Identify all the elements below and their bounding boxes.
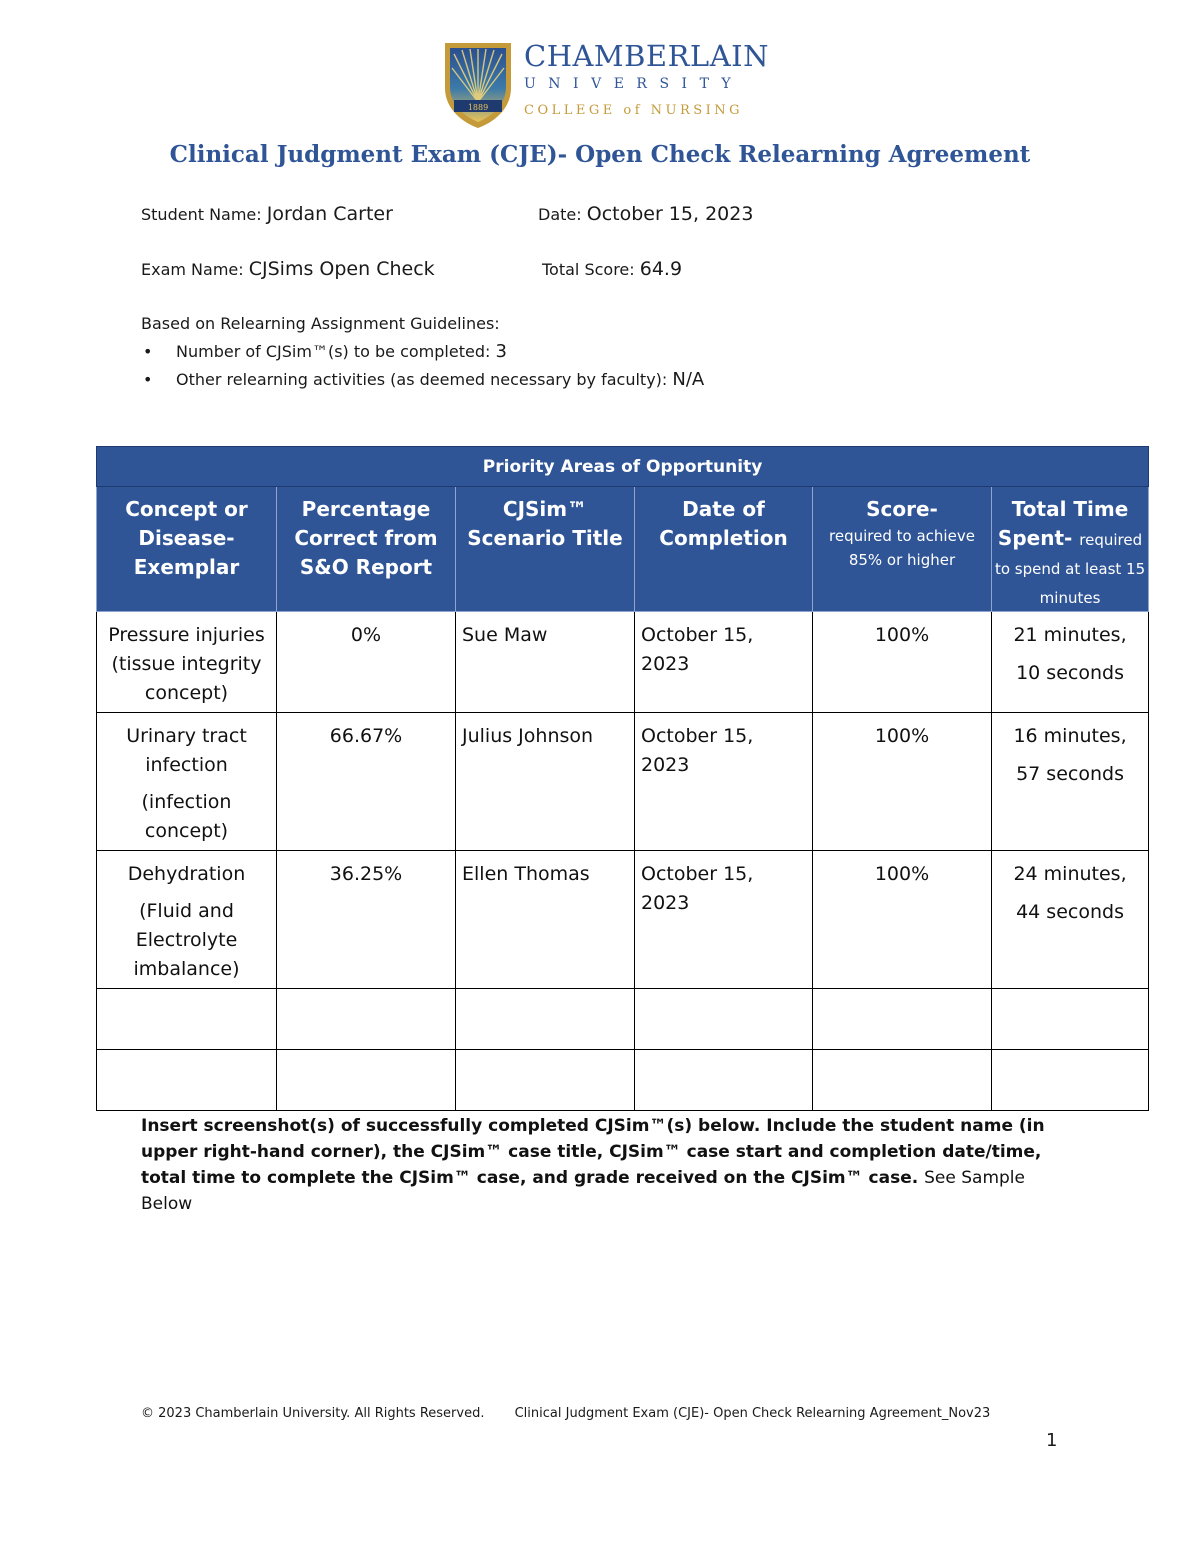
logo-wordmark — [524, 39, 769, 122]
column-header: Percentage Correct from S&O Report — [277, 487, 456, 612]
footer-copyright: © 2023 Chamberlain University. All Rights Reserved. — [141, 1406, 485, 1421]
percent-cell: 66.67% — [277, 713, 456, 851]
date-cell: October 15, 2023 — [635, 851, 813, 989]
exam-name-field — [141, 257, 435, 282]
table-banner: Priority Areas of Opportunity — [97, 447, 1149, 487]
column-header: CJSim™ Scenario Title — [456, 487, 635, 612]
concept-cell: Urinary tract infection (infection concept) — [97, 713, 277, 851]
logo-line-3: COLLEGE of NURSING — [524, 103, 744, 118]
column-header: Date of Completion — [635, 487, 813, 612]
guideline-label: Number of CJSim™(s) to be completed: — [176, 342, 491, 361]
empty-table-row — [97, 1050, 1149, 1111]
guideline-label: Other relearning activities (as deemed necessary by faculty): — [176, 370, 668, 389]
date-cell: October 15, 2023 — [635, 713, 813, 851]
concept-cell: Pressure injuries (tissue integrity concept) — [97, 612, 277, 713]
table-header-row — [97, 487, 1149, 612]
time-cell: 21 minutes, 10 seconds — [992, 612, 1149, 713]
column-header: Score- required to achieve 85% or higher — [813, 487, 992, 612]
shield-logo-icon — [442, 40, 514, 130]
empty-table-row — [97, 989, 1149, 1050]
percent-cell: 0% — [277, 612, 456, 713]
date-cell: October 15, 2023 — [635, 612, 813, 713]
footer-doc-title: Clinical Judgment Exam (CJE)- Open Check Relearning Agreement_Nov23 — [514, 1406, 991, 1421]
column-header: Total Time Spent- required to spend at least 15 minutes — [992, 487, 1149, 612]
page-number: 1 — [1046, 1430, 1058, 1451]
student-name-label: Student Name: — [141, 205, 262, 224]
table-row — [97, 713, 1149, 851]
table-row — [97, 851, 1149, 989]
guideline-item — [141, 366, 704, 394]
bullet-icon: • — [143, 342, 153, 361]
guideline-item — [141, 338, 704, 366]
total-score-value: 64.9 — [639, 258, 683, 280]
guideline-value: 3 — [495, 341, 507, 362]
time-cell: 16 minutes, 57 seconds — [992, 713, 1149, 851]
scenario-cell: Sue Maw — [456, 612, 635, 713]
date-value: October 15, 2023 — [586, 203, 754, 225]
score-cell: 100% — [813, 713, 992, 851]
bullet-icon: • — [143, 370, 153, 389]
time-cell: 24 minutes, 44 seconds — [992, 851, 1149, 989]
scenario-cell: Ellen Thomas — [456, 851, 635, 989]
date-field — [538, 202, 753, 227]
priority-areas-table — [96, 446, 1149, 1111]
column-header: Concept or Disease-Exemplar — [97, 487, 277, 612]
guidelines-heading: Based on Relearning Assignment Guidelines: — [141, 314, 500, 333]
student-name-field — [141, 202, 393, 227]
relearning-guidelines — [141, 310, 704, 394]
footer — [141, 1406, 990, 1421]
percent-cell: 36.25% — [277, 851, 456, 989]
chamberlain-logo — [442, 39, 769, 130]
total-score-label: Total Score: — [542, 260, 635, 279]
logo-line-1: CHAMBERLAIN — [524, 39, 769, 73]
guideline-value: N/A — [672, 369, 705, 390]
instructions-note: See Sample Below — [141, 1168, 1025, 1214]
student-name-value: Jordan Carter — [266, 203, 393, 225]
table-row — [97, 612, 1149, 713]
instructions-bold: Insert screenshot(s) of successfully completed CJSim™(s) below. Include the student name (in upper right-hand corner), the CJSim™ case title, CJSim™ case start and completion date/time, total time to complete the CJSim™ case, and grade received on the CJSim™ case. — [141, 1116, 1045, 1188]
concept-cell: Dehydration (Fluid and Electrolyte imbalance) — [97, 851, 277, 989]
total-score-field — [542, 257, 682, 282]
exam-name-label: Exam Name: — [141, 260, 244, 279]
scenario-cell: Julius Johnson — [456, 713, 635, 851]
page-title: Clinical Judgment Exam (CJE)- Open Check Relearning Agreement — [169, 141, 1031, 168]
score-cell: 100% — [813, 612, 992, 713]
logo-line-2: UNIVERSITY — [524, 76, 744, 92]
svg-text:1889: 1889 — [467, 103, 489, 112]
screenshot-instructions — [141, 1113, 1061, 1217]
score-cell: 100% — [813, 851, 992, 989]
date-label: Date: — [538, 205, 582, 224]
exam-name-value: CJSims Open Check — [248, 258, 435, 280]
